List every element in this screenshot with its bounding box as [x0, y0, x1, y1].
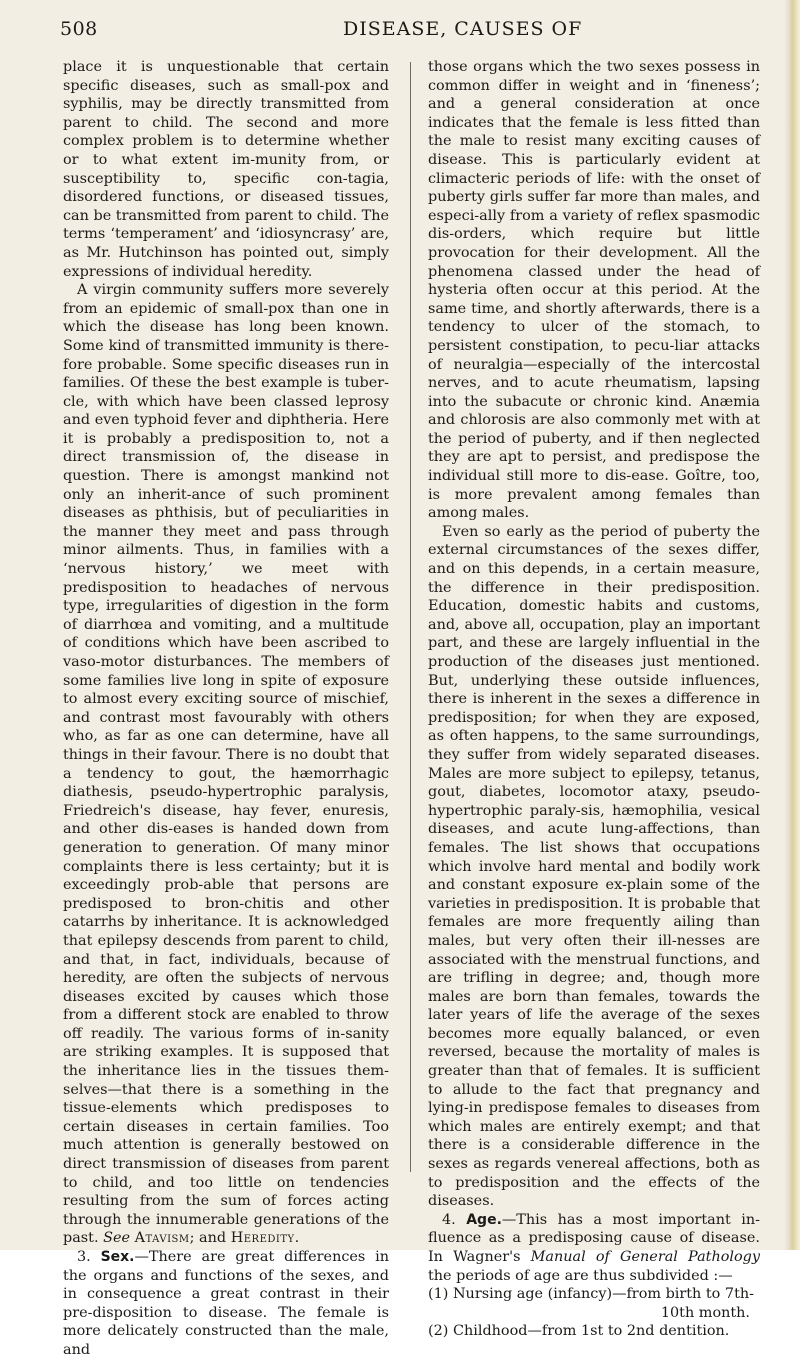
left-column: [63, 58, 389, 1360]
page-number: 508: [60, 18, 98, 40]
see-word: See: [103, 1230, 131, 1247]
period: .: [294, 1230, 300, 1247]
running-title: DISEASE, CAUSES OF: [343, 18, 583, 40]
paragraph-text: —There are great differences in the organs and functions of the sexes, and in consequence a great contrast in their pre-disposition to disease. The female is more delicately constructed than the male, and: [63, 1249, 390, 1358]
list-number: (2): [428, 1323, 449, 1340]
column-divider: [410, 62, 411, 1172]
paragraph: place it is unquestionable that certain specific diseases, such as small-pox and syphilis, may be directly transmitted from parent to child. The second and more complex problem is to determine whether or to what extent im-munity from, or susceptibility to, specific con-tagia, disordered functions, or diseased tissues, can be transmitted from parent to child. The terms ‘temperament’ and ‘idiosyncrasy’ are, as Mr. Hutchinson has pointed out, simply expressions of individual heredity.: [63, 59, 389, 280]
list-number: (1): [428, 1286, 449, 1303]
book-title: Manual of General Pathology: [530, 1249, 760, 1265]
right-column: [428, 58, 760, 1341]
paragraph-text: the periods of age are thus subdivided :—: [428, 1267, 733, 1284]
list-item: [428, 1322, 760, 1341]
paragraph: [63, 281, 389, 1248]
section-number: 4.: [442, 1211, 456, 1228]
paragraph: Even so early as the period of puberty the external circumstances of the sexes differ, and on this depends, in a certain measure, the difference in their predisposition. Education, domestic habits and customs, and, above all, occupation, play an important part, and these are largely influential in the production of the diseases just mentioned. But, underlying these outside influences, there is inherent in the sexes a difference in predisposition; for when they are exposed, as often happens, to the same surroundings, they suffer from widely separated diseases. Males are more subject to epilepsy, tetanus, gout, diabetes, locomotor ataxy, pseudo-hypertrophic paraly-sis, hæmophilia, vesical diseases, and acute lung-affections, than females. The list shows that occupations which involve hard mental and bodily work and constant exposure ex-plain some of the varieties in predisposition. It is probable that females are more frequently ailing than males, but very often their ill-nesses are associated with the menstrual functions, and are trifling in degree; and, though more males are born than females, towards the later years of life the average of the sexes becomes more equally balanced, or even reversed, because the mortality of males is greater than that of females. It is sufficient to allude to the fact that pregnancy and lying-in predispose females to diseases from which males are entirely exempt; and that there is a considerable difference in the sexes as regards venereal affections, both as to predisposition and the effects of the diseases.: [428, 523, 760, 1210]
section-sex: [63, 1248, 389, 1360]
page-edge: [784, 0, 800, 1250]
conjunction: ; and: [189, 1230, 227, 1247]
section-number: 3.: [77, 1249, 91, 1265]
paragraph: those organs which the two sexes possess in common differ in weight and in ‘fineness’; and a general consideration at once indicates that the female is less fitted than the male to resist many exciting causes of disease. This is particularly evident at climacteric periods of life: with the onset of puberty girls suffer far more than males, and especi-ally from a variety of reflex spasmodic dis-orders, which require but little provocation for their development. All the phenomena classed under the head of hysteria often occur at this period. At the same time, and shortly afterwards, there is a tendency to ulcer of the stomach, to persistent constipation, to pecu-liar attacks of neuralgia—especially of the intercostal nerves, and to acute rheumatism, lapsing into the subacute or chronic kind. Anæmia and chlorosis are also commonly met with at the period of puberty, and if then neglected they are apt to persist, and predispose the individual still more to dis-ease. Goître, too, is more prevalent among females than among males.: [428, 59, 760, 522]
section-heading: Age.: [466, 1211, 502, 1228]
section-heading: Sex.: [100, 1249, 135, 1265]
paragraph-text: A virgin community suffers more severely from an epidemic of small-pox than one in which the disease has long been known. Some kind of transmitted immunity is there-fore probable. Some specific diseases run in families. Of these the best example is tuber-cle, with which have been classed leprosy and even typhoid fever and diphtheria. Here it is probably a predisposition to, not a direct transmission of, the disease in question. There is amongst mankind not only an inherit-ance of such prominent diseases as phthisis, but of peculiarities in the manner they meet and pass through minor ailments. Thus, in families with a ‘nervous history,’ we meet with predisposition to headaches of nervous type, irregularities of digestion in the form of diarrhœa and vomiting, and a multitude of conditions which have been ascribed to vaso-motor disturbances. The members of some families live long in spite of exposure to almost every exciting source of mischief, and contrast most favourably with others who, as far as one can determine, have all things in their favour. There is no doubt that a tendency to gout, the hæmorrhagic diathesis, pseudo-hypertrophic paralysis, Friedreich's disease, hay fever, enuresis, and other dis-eases is handed down from generation to generation. Of many minor complaints there is less certainty; but it is exceedingly prob-able that persons are predisposed to bron-chitis and other catarrhs by inheritance. It is acknowledged that epilepsy descends from parent to child, and that, in fact, individuals, because of heredity, are often the subjects of nervous diseases excited by causes which those from a different stock are enabled to throw off readily. The various forms of in-sanity are striking examples. It is supposed that the inheritance lies in the tissues them-selves—that there is a something in the tissue-elements which predisposes to certain diseases in certain families. Too much attention is generally bestowed on direct transmission of diseases from parent to child, and too little on tendencies resulting from the sum of forces acting through the innumerable generations of the past.: [63, 282, 389, 1247]
list-continuation: 10th month.: [660, 1304, 750, 1321]
list-text: Childhood—from 1st to 2nd dentition.: [452, 1323, 730, 1340]
paragraph-text: —This has a most important in-fluence as a predisposing cause of disease. In Wagner's: [428, 1211, 760, 1265]
list-text: Nursing age (infancy)—from birth to 7th-: [452, 1286, 754, 1303]
list-item: [428, 1285, 760, 1322]
cross-reference-atavism[interactable]: Atavism: [134, 1230, 190, 1247]
running-header: [60, 18, 778, 50]
cross-reference-heredity[interactable]: Heredity: [230, 1230, 295, 1247]
section-age: [428, 1211, 760, 1285]
